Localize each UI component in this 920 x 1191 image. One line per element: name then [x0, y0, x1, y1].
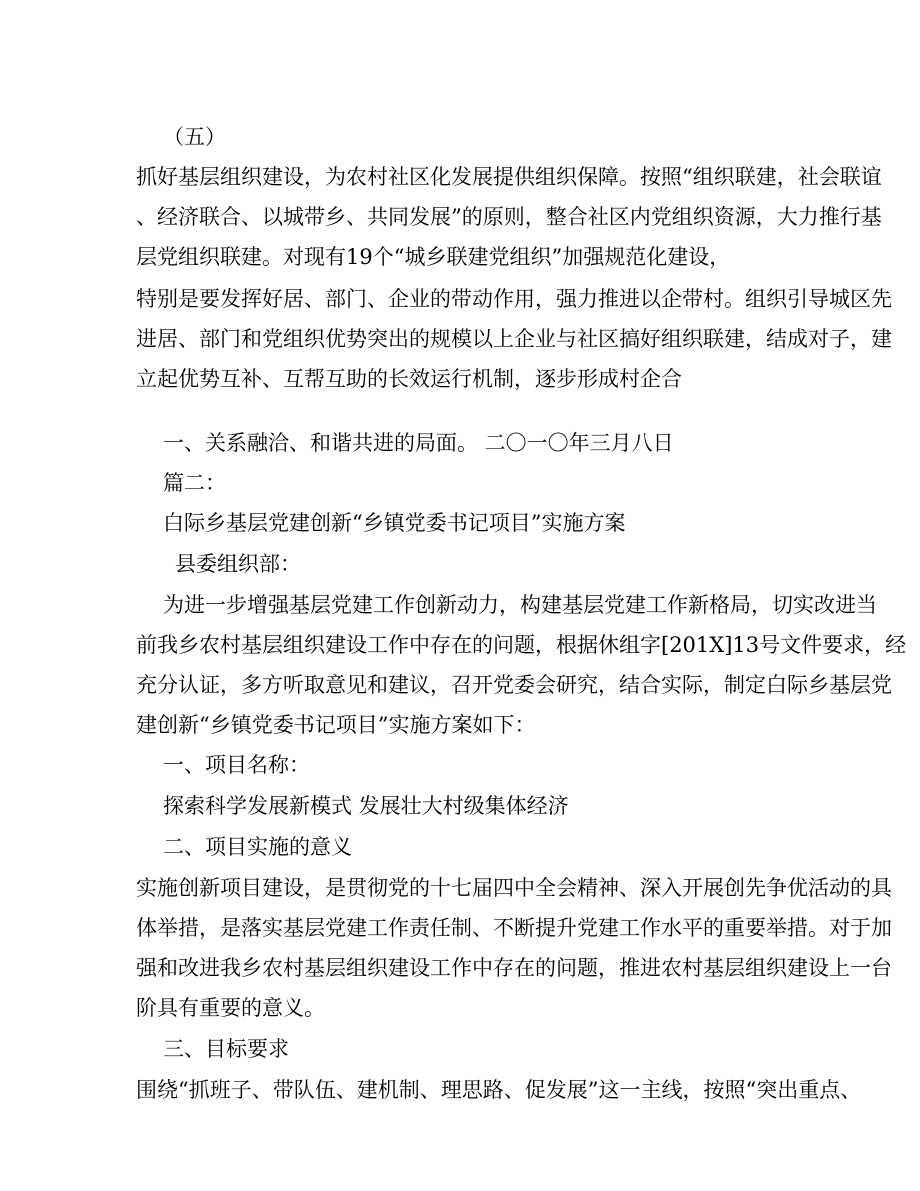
paragraph-line: 、经济联合、以城带乡、共同发展”的原则，整合社区内党组织资源，大力推行基 — [136, 205, 882, 229]
paragraph-line-with-date: 一、关系融洽、和谐共进的局面。 二〇一〇年三月八日 — [163, 431, 674, 455]
paragraph-line: 抓好基层组织建设，为农村社区化发展提供组织保障。按照“组织联建，社会联谊 — [136, 165, 882, 189]
project-name: 探索科学发展新模式 发展壮大村级集体经济 — [163, 794, 569, 818]
paragraph-line: 充分认证，多方听取意见和建议，召开党委会研究，结合实际，制定白际乡基层党 — [136, 673, 892, 697]
section-marker: （五） — [163, 125, 226, 149]
section-heading-project-name: 一、项目名称： — [163, 753, 310, 777]
paragraph-line: 层党组织联建。对现有19个“城乡联建党组织”加强规范化建设， — [136, 245, 731, 269]
paragraph-line: 强和改进我乡农村基层组织建设工作中存在的问题，推进农村基层组织建设上一台 — [136, 956, 892, 980]
section-heading-goals: 三、目标要求 — [163, 1037, 289, 1061]
paragraph-line: 特别是要发挥好居、部门、企业的带动作用，强力推进以企带村。组织引导城区先 — [136, 287, 892, 311]
paragraph-line: 为进一步增强基层党建工作创新动力，构建基层党建工作新格局，切实改进当 — [163, 593, 877, 617]
paragraph-line: 体举措，是落实基层党建工作责任制、不断提升党建工作水平的重要举措。对于加 — [136, 916, 892, 940]
section-heading-significance: 二、项目实施的意义 — [163, 835, 352, 859]
document-title: 白际乡基层党建创新“乡镇党委书记项目”实施方案 — [163, 511, 626, 535]
paragraph-line: 进居、部门和党组织优势突出的规模以上企业与社区搞好组织联建，结成对子，建 — [136, 327, 892, 351]
paragraph-line: 实施创新项目建设，是贯彻党的十七届四中全会精神、深入开展创先争优活动的具 — [136, 876, 892, 900]
paragraph-line: 阶具有重要的意义。 — [136, 996, 325, 1020]
paragraph-line: 前我乡农村基层组织建设工作中存在的问题，根据休组字[201X]13号文件要求，经 — [136, 633, 907, 657]
paragraph-line: 围绕“抓班子、带队伍、建机制、理思路、促发展”这一主线，按照“突出重点、 — [136, 1078, 862, 1102]
recipient-line: 县委组织部： — [175, 552, 301, 576]
paragraph-line: 立起优势互补、互帮互助的长效运行机制，逐步形成村企合 — [136, 367, 682, 391]
paragraph-line: 建创新“乡镇党委书记项目”实施方案如下： — [136, 713, 536, 737]
part-heading: 篇二： — [163, 471, 226, 495]
